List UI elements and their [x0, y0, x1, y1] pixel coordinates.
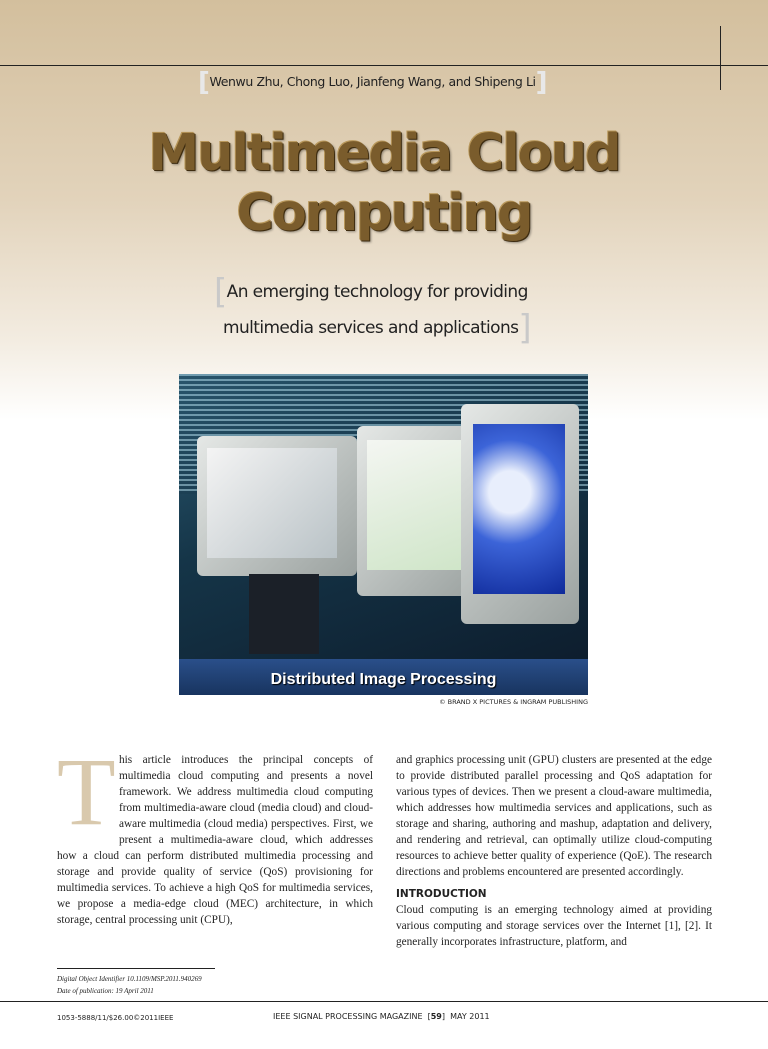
doi: Digital Object Identifier 10.1109/MSP.2011.940269 [57, 975, 202, 983]
clouds-screen [473, 424, 565, 594]
top-rule [0, 65, 768, 66]
left-column [57, 738, 373, 997]
monitor-stand [249, 574, 319, 654]
publication-date: Date of publication: 19 April 2011 [57, 987, 154, 995]
journal-name: IEEE SIGNAL PROCESSING MAGAZINE [273, 1012, 423, 1021]
title-line-2: Computing [236, 184, 532, 243]
title-line-1: Multimedia Cloud [148, 124, 620, 183]
image-credit: © BRAND X PICTURES & INGRAM PUBLISHING [439, 698, 588, 706]
authors: [Wenwu Zhu, Chong Luo, Jianfeng Wang, and Shipeng Li] [198, 67, 548, 98]
figure-caption: Distributed Image Processing [270, 671, 497, 688]
section-heading: INTRODUCTION [396, 888, 487, 900]
body-columns [57, 738, 712, 997]
right-column [396, 752, 712, 997]
article-title [0, 124, 768, 244]
grid-screen [367, 440, 469, 570]
footer-journal: IEEE SIGNAL PROCESSING MAGAZINE [59] MAY 2011 [273, 1012, 490, 1021]
subtitle-line-2: multimedia services and applications [223, 318, 519, 338]
article-subtitle: [An emerging technology for providing multimedia services and applications] [214, 272, 532, 348]
footer-rule [0, 1001, 768, 1002]
footnote [57, 968, 215, 997]
page-number: 59 [430, 1012, 442, 1021]
intro-abstract-right: and graphics processing unit (GPU) clusters are presented at the edge to provide distributed parallel processing and QoS adaptation for various types of devices. Then we present a cloud-aware multimedia, which addresses how multimedia services and applications, such as storage and sharing, authoring and mashup, adaptation and delivery, and rendering and retrieval, can optimally utilize cloud-computing resources to achieve better quality of experience (QoE). The research directions and problems encountered are presented accordingly. [396, 754, 712, 878]
footer-issn: 1053-5888/11/$26.00©2011IEEE [57, 1014, 174, 1022]
camera-screen [207, 448, 337, 558]
monitor-right [461, 404, 579, 624]
authors-text: Wenwu Zhu, Chong Luo, Jianfeng Wang, and Shipeng Li [209, 74, 536, 89]
subtitle-line-1: An emerging technology for providing [226, 282, 528, 302]
intro-abstract-left: his article introduces the principal concepts of multimedia cloud computing and presents a novel framework. We address multimedia cloud computing from multimedia-aware cloud (media cloud) and cloud-aware multimedia (cloud media) perspectives. First, we present a multimedia-aware cloud, which addresses how a cloud can perform distributed multimedia processing and storage and provide quality of service (QoS) provisioning for multimedia services. To achieve a high QoS for multimedia services, we propose a media-edge cloud (MEC) architecture, in which storage, central processing unit (CPU), [57, 754, 373, 926]
drop-cap: T [57, 738, 116, 845]
crop-mark [720, 26, 721, 90]
introduction-paragraph: Cloud computing is an emerging technology aimed at providing various computing and storage services over the Internet [1], [2]. It generally incorporates infrastructure, platform, and [396, 904, 712, 948]
issue-date: MAY 2011 [450, 1012, 490, 1021]
monitor-left [197, 436, 357, 576]
feature-image [179, 374, 588, 695]
